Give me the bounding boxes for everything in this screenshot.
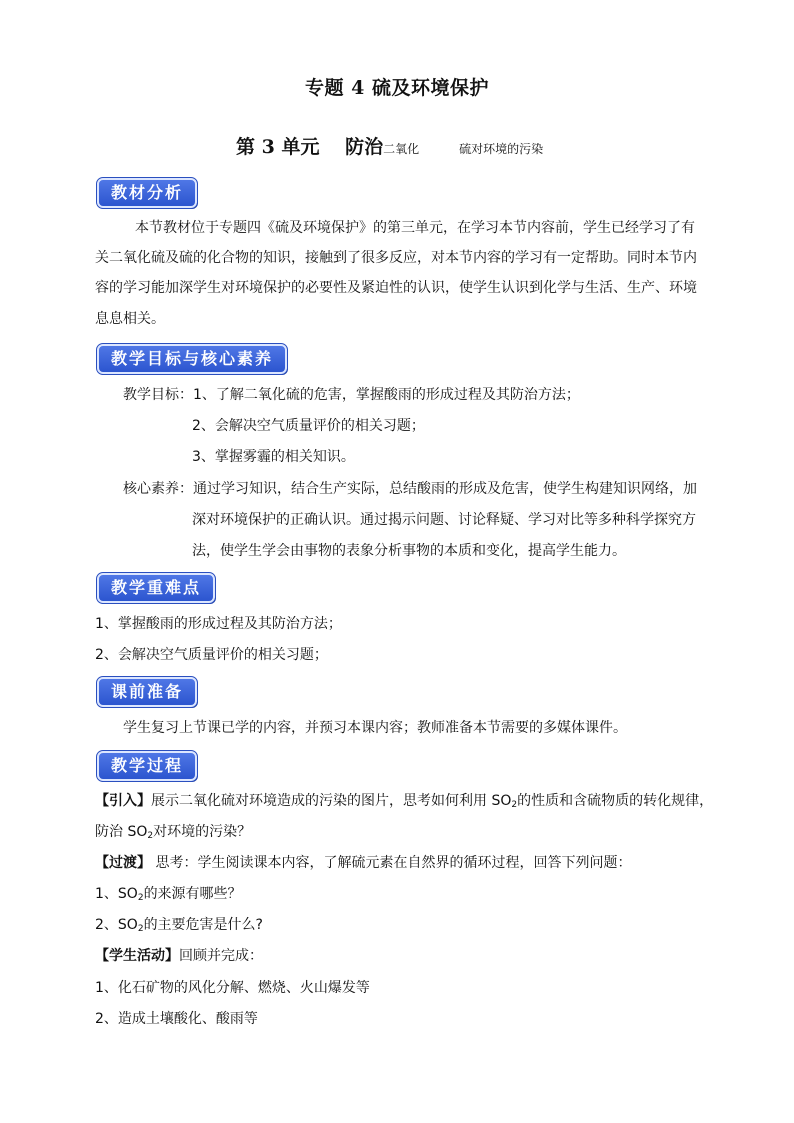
intro-text-b: 的性质和含硫物质的转化规律， [517, 793, 714, 809]
question-2-b: 的主要危害是什么? [143, 917, 263, 933]
answer-1: 1、化石矿物的风化分解、燃烧、火山爆发等 [95, 980, 370, 996]
section-badge-analysis: 教材分析 [97, 178, 197, 208]
goals-item-1 [123, 385, 580, 405]
transition-line [95, 853, 631, 873]
analysis-line-1: 本节教材位于专题四《硫及环境保护》的第三单元，在学习本节内容前，学生已经学习了有 [135, 220, 695, 236]
core-line-1 [123, 479, 697, 499]
intro-line-2 [95, 822, 251, 846]
analysis-line-4: 息息相关。 [95, 311, 165, 327]
key-item-2: 2、会解决空气质量评价的相关习题； [95, 647, 328, 663]
goals-item-3: 3、掌握雾霾的相关知识。 [192, 449, 355, 465]
intro-text-d: 对环境的污染？ [153, 824, 252, 840]
unit-subtitle [236, 132, 543, 159]
prep-text: 学生复习上节课已学的内容，并预习本课内容；教师准备本节需要的多媒体课件。 [123, 720, 627, 736]
section-badge-goals: 教学目标与核心素养 [97, 344, 287, 374]
core-label: 核心素养： [123, 481, 193, 497]
subscript-2: 2 [137, 893, 144, 903]
unit-subtitle-part1: 二氧化 [383, 142, 420, 156]
core-text-1: 通过学习知识，结合生产实际，总结酸雨的形成及危害，使学生构建知识网络，加 [193, 481, 697, 497]
key-item-1: 1、掌握酸雨的形成过程及其防治方法； [95, 616, 342, 632]
analysis-line-2: 关二氧化硫及硫的化合物的知识，接触到了很多反应，对本节内容的学习有一定帮助。同时本节内 [95, 250, 697, 266]
transition-tag: 【过渡】 [95, 855, 151, 871]
question-1 [95, 884, 242, 908]
intro-line-1 [95, 791, 713, 815]
transition-text: 思考：学生阅读课本内容，了解硫元素在自然界的循环过程，回答下列问题： [151, 855, 632, 871]
activity-tag: 【学生活动】 [95, 948, 179, 964]
goals-item-2: 2、会解决空气质量评价的相关习题； [192, 418, 425, 434]
page-title: 专题 4 硫及环境保护 [305, 77, 489, 99]
goals-text-1: 1、了解二氧化硫的危害，掌握酸雨的形成过程及其防治方法； [193, 387, 580, 403]
subscript-2: 2 [137, 924, 144, 934]
analysis-line-3: 容的学习能加深学生对环境保护的必要性及紧迫性的认识，使学生认识到化学与生活、生产、环境 [95, 280, 697, 296]
section-badge-process: 教学过程 [97, 751, 197, 781]
section-badge-prep: 课前准备 [97, 677, 197, 707]
section-badge-key: 教学重难点 [97, 573, 215, 603]
core-line-2: 深对环境保护的正确认识。通过揭示问题、讨论释疑、学习对比等多种科学探究方 [192, 512, 696, 528]
question-2-a: 2、SO [95, 917, 138, 933]
activity-text: 回顾并完成： [179, 948, 263, 964]
subscript-2: 2 [511, 800, 518, 810]
answer-2: 2、造成土壤酸化、酸雨等 [95, 1011, 258, 1027]
goals-label: 教学目标： [123, 387, 193, 403]
question-1-b: 的来源有哪些？ [143, 886, 242, 902]
subscript-2: 2 [147, 831, 154, 841]
activity-line [95, 946, 263, 966]
intro-tag: 【引入】 [95, 793, 151, 809]
question-2 [95, 915, 263, 939]
unit-subtitle-part2: 硫对环境的污染 [459, 142, 544, 156]
intro-text-a: 展示二氧化硫对环境造成的污染的图片，思考如何利用 SO [151, 793, 512, 809]
core-line-3: 法，使学生学会由事物的表象分析事物的本质和变化，提高学生能力。 [192, 543, 626, 559]
unit-subtitle-main: 第 3 单元 防治 [236, 136, 384, 158]
question-1-a: 1、SO [95, 886, 138, 902]
intro-text-c: 防治 SO [95, 824, 148, 840]
